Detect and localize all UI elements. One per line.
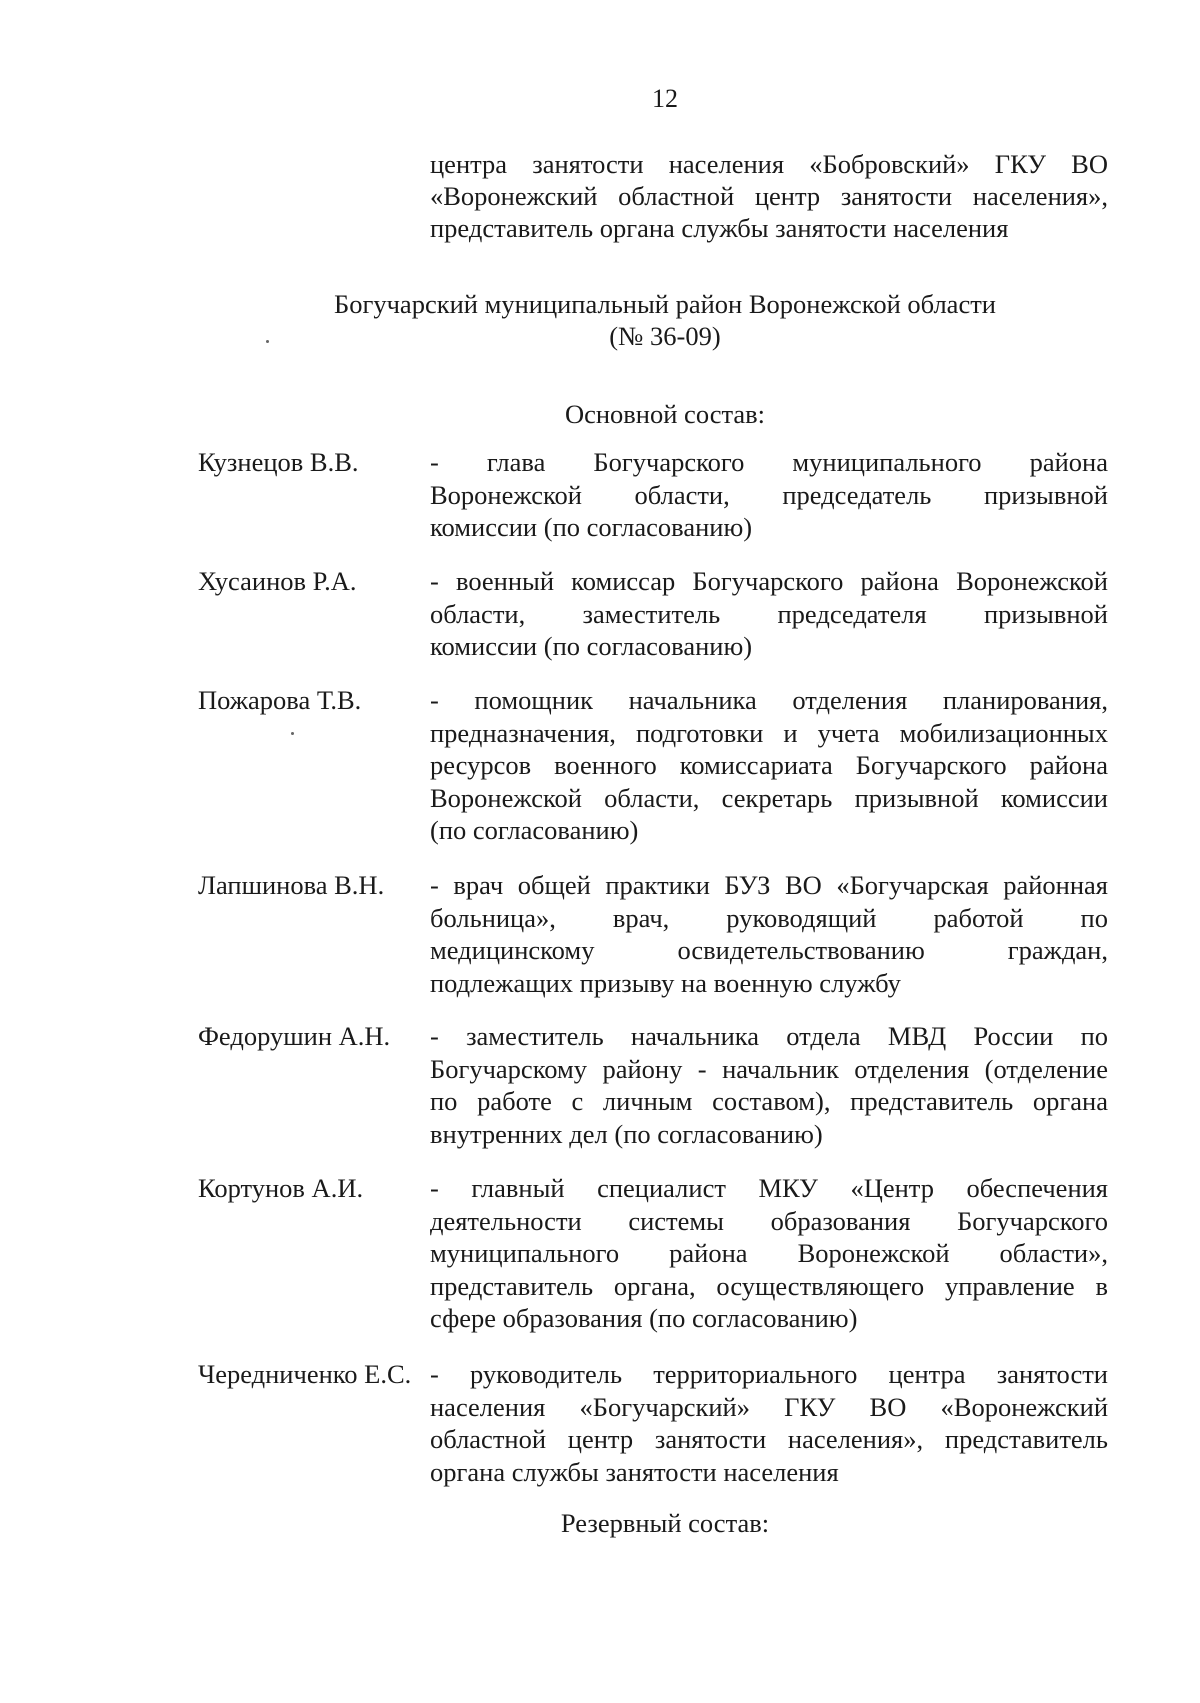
member-name: Кортунов А.И. [198,1173,364,1203]
role-line: подлежащих призыву на военную службу [430,967,901,998]
role-line: (по согласованию) [430,815,639,845]
member-role [430,565,1108,663]
role-line: комиссии (по согласованию) [430,512,753,542]
member-name: Кузнецов В.В. [198,447,359,477]
continuation-line: представитель органа службы занятости населения [430,213,1009,243]
district-code: (№ 36-09) [609,321,721,351]
scan-speck [291,732,294,735]
role-line: Воронежской области, председатель призывной [430,479,1108,510]
continuation-line: «Воронежский областной центр занятости населения», [430,181,1108,211]
role-line: области, заместитель председателя призывной [430,598,1108,629]
role-line: Богучарскому району - начальник отделения (отделение [430,1053,1108,1084]
role-line: медицинскому освидетельствованию граждан, [430,935,1108,965]
member-role [430,684,1108,847]
role-line: больница», врач, руководящий работой по [430,902,1108,933]
role-line: - главный специалист МКУ «Центр обеспечения [430,1173,1108,1203]
role-line: органа службы занятости населения [430,1456,839,1487]
role-line: - руководитель территориального центра занятости [430,1359,1108,1389]
role-line: - заместитель начальника отдела МВД России по [430,1021,1108,1051]
role-line: внутренних дел (по согласованию) [430,1118,823,1149]
member-name: Пожарова Т.В. [198,685,362,715]
member-role [430,1020,1108,1150]
role-line: представитель органа, осуществляющего управление в [430,1270,1108,1301]
page-number: 12 [652,84,678,113]
role-line: населения «Богучарский» ГКУ ВО «Воронежский [430,1391,1108,1422]
role-line: предназначения, подготовки и учета мобилизационных [430,717,1108,748]
role-line: - помощник начальника отделения планирования, [430,685,1108,715]
role-line: комиссии (по согласованию) [430,631,753,661]
role-line: Воронежской области, секретарь призывной комиссии [430,782,1108,813]
reserve-composition-title: Резервный состав: [560,1508,770,1538]
member-role [430,1172,1108,1335]
member-role [430,869,1108,999]
member-name: Чередниченко Е.С. [198,1359,412,1389]
member-name: Хусаинов Р.А. [198,566,357,596]
role-line: - военный комиссар Богучарского района Воронежской [430,566,1108,596]
role-line: муниципального района Воронежской области», [430,1238,1108,1268]
member-role [430,446,1108,544]
role-line: областной центр занятости населения», представитель [430,1424,1108,1454]
role-line: ресурсов военного комиссариата Богучарского района [430,750,1108,780]
continuation-line: центра занятости населения «Бобровский» ГКУ ВО [430,149,1108,179]
district-heading [0,288,1200,352]
role-line: - врач общей практики БУЗ ВО «Богучарская районная [430,870,1108,900]
member-role [430,1358,1108,1488]
role-line: по работе с личным составом), представитель органа [430,1086,1108,1116]
role-line: - глава Богучарского муниципального района [430,447,1108,477]
role-line: деятельности системы образования Богучарского [430,1205,1108,1236]
member-name: Лапшинова В.Н. [198,870,385,900]
continuation-text [430,148,1108,244]
member-name: Федорушин А.Н. [198,1021,391,1051]
district-name: Богучарский муниципальный район Воронежской области [334,289,996,319]
role-line: сфере образования (по согласованию) [430,1303,858,1333]
scan-speck [266,340,269,343]
main-composition-title: Основной состав: [564,399,766,429]
